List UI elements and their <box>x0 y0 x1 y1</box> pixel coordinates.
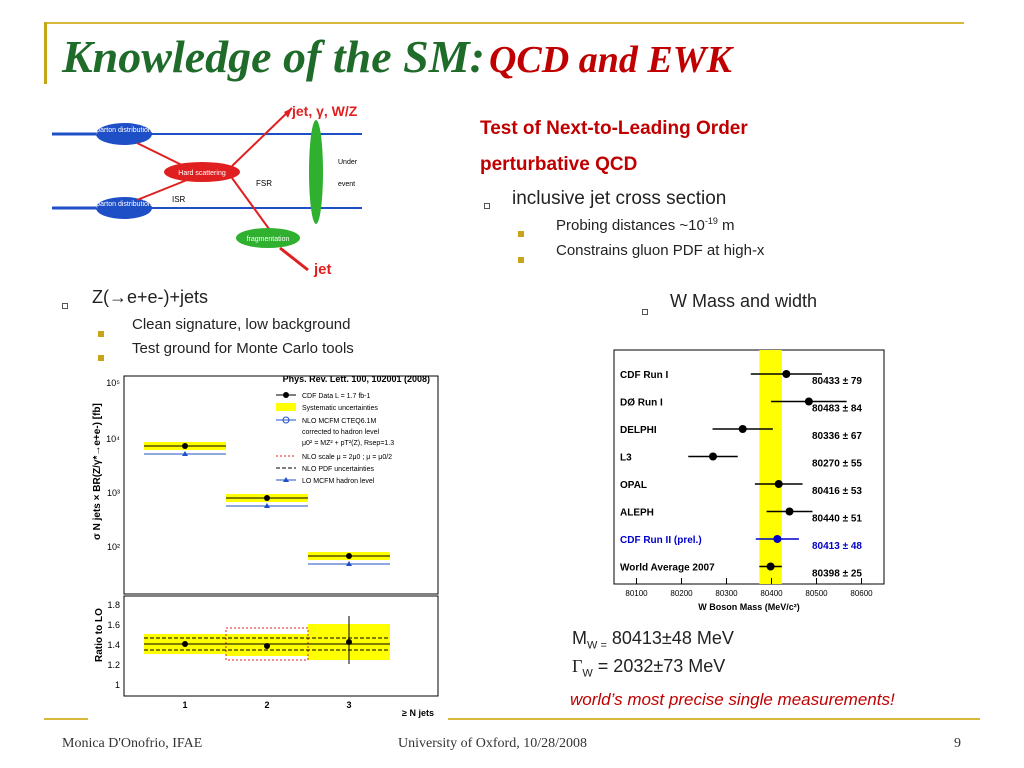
xtick-3: 3 <box>346 700 352 710</box>
w-measurement-value: 80413 ± 48 <box>812 541 862 552</box>
ytick-1e4: 10⁴ <box>106 434 120 444</box>
w-xtick-label: 80100 <box>625 589 648 598</box>
slide-title <box>62 30 732 83</box>
w-xtick-label: 80300 <box>715 589 738 598</box>
w-measurement-point <box>775 480 783 488</box>
ytick-1e3: 10³ <box>106 488 120 498</box>
svg-text:LO MCFM hadron level: LO MCFM hadron level <box>302 478 375 485</box>
qcd-sub2: Constrains gluon PDF at high-x <box>556 242 765 259</box>
w-measurement-value: 80483 ± 84 <box>812 403 862 415</box>
svg-text:CDF Data L = 1.7 fb-1: CDF Data L = 1.7 fb-1 <box>302 393 371 400</box>
w-xtick-label: 80400 <box>760 589 783 598</box>
hard-scattering-label: Hard scattering <box>178 170 226 177</box>
w-measurement-value: 80416 ± 53 <box>812 486 862 497</box>
wmass-item-bullet <box>642 302 648 320</box>
w-measurement-point <box>786 508 794 516</box>
qcd-heading-line2: perturbative QCD <box>480 154 638 175</box>
w-xtick-label: 80200 <box>670 589 693 598</box>
w-experiment-label: DØ Run I <box>620 397 663 409</box>
under-event-label: Under <box>338 159 358 166</box>
xtick-2: 2 <box>264 700 270 710</box>
zjets-item: Z(→e+e-)+jets <box>92 287 209 307</box>
wmass-item: W Mass and width <box>670 291 818 311</box>
footer-page: 9 <box>954 736 961 751</box>
journal-ref: Phys. Rev. Lett. 100, 102001 (2008) <box>282 374 430 384</box>
zplot-bin-2 <box>226 494 308 508</box>
qcd-sub1-bullet <box>518 224 524 242</box>
qcd-item-bullet <box>484 196 490 214</box>
w-measurement-value: 80440 ± 51 <box>812 513 862 525</box>
svg-text:NLO scale μ = 2μ0 ; μ = μ0/2: NLO scale μ = 2μ0 ; μ = μ0/2 <box>302 454 393 461</box>
w-experiment-label: CDF Run I <box>620 370 669 381</box>
ytick-1e2: 10² <box>106 542 120 552</box>
w-width-result: $\Gamma_W = 2032\pm 73$ MeV <box>572 656 726 680</box>
zjets-plot-svg <box>88 362 448 720</box>
w-experiment-label: OPAL <box>620 480 648 491</box>
qcd-heading-line1: Test of Next-to-Leading Order <box>480 118 748 139</box>
w-measurement-value: 80398 ± 25 <box>812 568 862 580</box>
zjets-sub1-bullet <box>98 324 104 342</box>
svg-text:NLO PDF uncertainties: NLO PDF uncertainties <box>302 466 374 473</box>
w-measurement-point <box>782 370 790 378</box>
top-jet-label: jet, γ, W/Z <box>292 103 358 119</box>
w-experiment-label: World Average 2007 <box>620 562 715 574</box>
w-mass-plot <box>600 338 904 614</box>
w-measurement-value: 80336 ± 67 <box>812 431 862 442</box>
svg-text:Systematic uncertainties: Systematic uncertainties <box>302 405 378 412</box>
rtick-14: 1.4 <box>107 640 120 650</box>
collision-diagram <box>42 98 398 282</box>
qcd-sub1: Probing distances $\sim 10^{-19}$ m <box>556 216 735 234</box>
rtick-1: 1 <box>114 680 120 690</box>
w-experiment-label: ALEPH <box>620 507 654 519</box>
zplot-bin-3 <box>308 552 390 566</box>
w-measurement-point <box>739 425 747 433</box>
rtick-18: 1.8 <box>107 600 120 610</box>
footer-venue: University of Oxford, 10/28/2008 <box>398 736 587 751</box>
qcd-item: inclusive jet cross section <box>512 188 727 209</box>
w-mass-result: $M_{W =}$ 80413±48 MeV <box>572 628 734 652</box>
collision-diagram-svg <box>42 98 398 282</box>
title-main: Knowledge of the SM: <box>62 31 485 82</box>
zjets-item-bullet <box>62 296 68 314</box>
top-rule <box>44 22 964 24</box>
world-average-band <box>759 350 782 584</box>
zplot-ylabel: σ N jets × BR(Z/γ*→e+e-) [fb] <box>92 403 103 540</box>
svg-text:event: event <box>338 181 356 188</box>
w-xtick-label: 80600 <box>850 589 873 598</box>
svg-text:corrected to hadron level: corrected to hadron level <box>302 429 380 436</box>
qcd-sub2-bullet <box>518 250 524 268</box>
w-measurement-point <box>709 453 717 461</box>
w-experiment-label: CDF Run II (prel.) <box>620 535 702 546</box>
rtick-16: 1.6 <box>107 620 120 630</box>
w-xtick-label: 80500 <box>805 589 828 598</box>
zplot-xlabel: ≥ N jets <box>402 708 434 718</box>
svg-text:NLO MCFM CTEQ6.1M: NLO MCFM CTEQ6.1M <box>302 418 377 425</box>
rtick-12: 1.2 <box>107 660 120 670</box>
w-mass-svg <box>600 338 904 614</box>
isr-label: ISR <box>172 195 186 204</box>
zjets-sub1: Clean signature, low background <box>132 316 351 333</box>
w-measurement-point <box>773 535 781 543</box>
ytick-1e5: 10⁵ <box>106 378 120 388</box>
fsr-label: FSR <box>256 179 272 188</box>
svg-text:μ0² = MZ² + pT²(Z), Rsep=1.3: μ0² = MZ² + pT²(Z), Rsep=1.3 <box>302 440 395 447</box>
zjets-sub2: Test ground for Monte Carlo tools <box>132 340 354 357</box>
w-measurement-value: 80433 ± 79 <box>812 376 862 387</box>
left-rule <box>44 22 47 84</box>
footer-author: Monica D'Onofrio, IFAE <box>62 736 203 751</box>
parton-label-top: parton distribution <box>96 127 152 134</box>
zplot-bin-1 <box>144 442 226 456</box>
w-measurement-value: 80270 ± 55 <box>812 458 862 470</box>
bottom-jet-label: jet <box>314 261 332 278</box>
zjets-cross-section-plot <box>88 362 448 720</box>
parton-label-bottom: parton distribution <box>96 201 152 208</box>
w-experiment-label: L3 <box>620 452 632 464</box>
w-plot-xlabel: W Boson Mass (MeV/c²) <box>698 602 800 612</box>
precision-note: world’s most precise single measurements! <box>570 690 895 709</box>
title-sub: QCD and EWK <box>488 39 732 81</box>
under-event-blob <box>309 120 323 224</box>
w-measurement-point <box>767 563 775 571</box>
w-experiment-label: DELPHI <box>620 425 657 436</box>
xtick-1: 1 <box>182 700 188 710</box>
fragmentation-label: fragmentation <box>246 236 290 243</box>
ratio-label: Ratio to LO <box>94 608 105 662</box>
